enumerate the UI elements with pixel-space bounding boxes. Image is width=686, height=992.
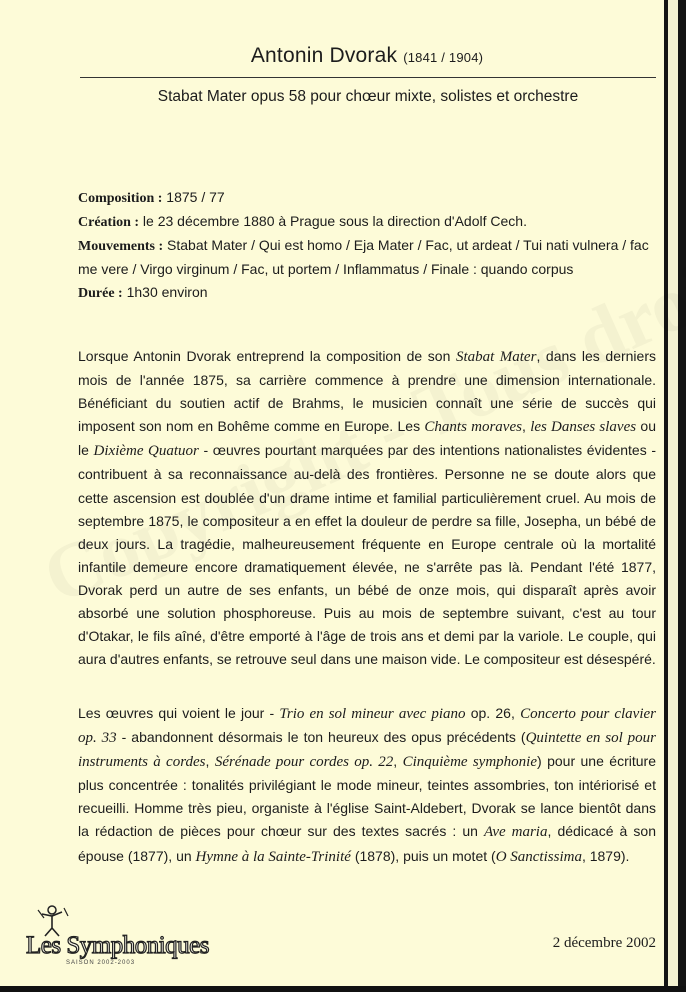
page-subtitle: Stabat Mater opus 58 pour chœur mixte, solistes et orchestre bbox=[157, 88, 579, 105]
work-details bbox=[78, 186, 658, 305]
creation-line: Création : le 23 décembre 1880 à Prague sous la direction d'Adolf Cech. bbox=[78, 213, 527, 230]
logo-season: SAISON 2002-2003 bbox=[66, 960, 136, 966]
composition-line: Composition : 1875 / 77 bbox=[78, 189, 225, 206]
paragraph-2: Les œuvres qui voient le jour - Trio en sol mineur avec piano op. 26, Concerto pour clavier op. 33 - abandonnent désormais le ton heureux des opus précédents (Quintette en sol pour instruments à cordes, Sérénade pour cordes op. 22, Cinquième symphonie) pour une écriture plus concentrée : tonalités privilégiant le mode mineur, teintes assombries, ton intériorisé et recueilli. Homme très pieu, organiste à l'église Saint-Aldebert, Dvorak se lance bientôt dans la rédaction de pièces pour chœur sur des textes sacrés : un Ave maria, dédicacé à son épouse (1877), un Hymne à la Sainte-Trinité (1878), puis un motet (O Sanctissima, 1879). bbox=[78, 705, 656, 865]
page-header bbox=[78, 44, 656, 68]
duree-line: Durée : 1h30 environ bbox=[78, 284, 208, 301]
les-symphoniques-logo bbox=[26, 904, 209, 970]
scan-edge-bottom bbox=[0, 986, 686, 992]
document-date: 2 décembre 2002 bbox=[552, 935, 656, 951]
mouvements-line: Mouvements : Stabat Mater / Qui est homo / Eja Mater / Fac, ut ardeat / Tui nati vulnera / fac me vere / Virgo virginum / Fac, ut portem / Inflammatus / Finale : quando corpus bbox=[78, 237, 649, 277]
composer-years: (1841 / 1904) bbox=[403, 50, 484, 65]
page-title: Antonin Dvorak (1841 / 1904) bbox=[250, 44, 484, 67]
header-divider bbox=[80, 77, 656, 78]
logo-text: Les Symphoniques bbox=[26, 932, 209, 959]
scan-edge-right bbox=[664, 0, 686, 992]
paragraph-1: Lorsque Antonin Dvorak entreprend la composition de son Stabat Mater, dans les derniers mois de l'année 1875, sa carrière commence à prendre une dimension internationale. Bénéficiant du soutien actif de Brahms, le musicien connaît une série de succès qui imposent son nom en Bohême comme en Europe. Les Chants moraves, les Danses slaves ou le Dixième Quatuor - œuvres pourtant marquées par des intentions nationalistes évidentes - contribuent à sa reconnaissance au-delà des frontières. Personne ne se doute alors que cette ascension est doublée d'un drame intime et familial particulièrement cruel. Au mois de septembre 1875, le compositeur a en effet la douleur de perdre sa fille, Josepha, un bébé de deux jours. La tragédie, malheureusement fréquente en Europe centrale où la mortalité infantile demeure encore dramatiquement élevée, ne s'arrête pas là. Pendant l'été 1877, Dvorak perd un autre de ses enfants, un bébé de onze mois, qui disparaît après avoir absorbé une solution phosphoreuse. Puis au mois de septembre suivant, c'est au tour d'Otakar, le fils aîné, d'être emporté à l'âge de trois ans et demi par la variole. Le couple, qui aura d'autres enfants, se retrouve seul dans une maison vide. Le compositeur est désespéré. bbox=[78, 348, 657, 668]
